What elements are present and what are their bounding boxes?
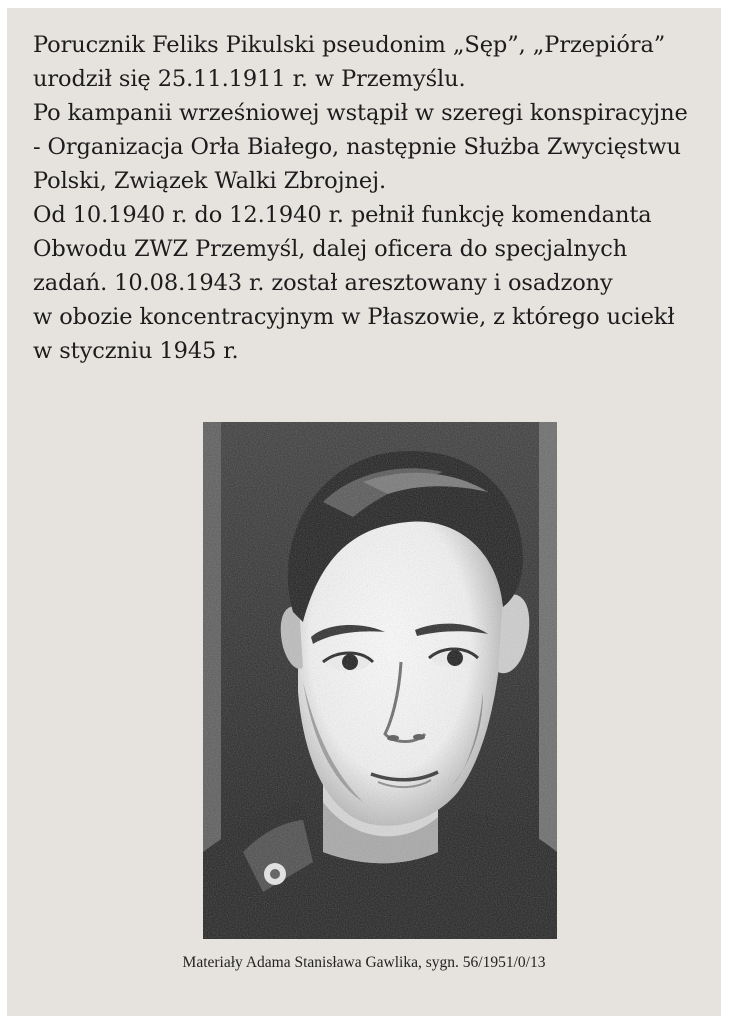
photo-caption: Materiały Adama Stanisława Gawlika, sygn. 56/1951/0/13 — [182, 954, 546, 971]
biography-line: w styczniu 1945 r. — [33, 338, 239, 364]
document-page — [7, 8, 721, 1016]
biography-line: Obwodu ZWZ Przemyśl, dalej oficera do specjalnych — [33, 236, 628, 262]
biography-line: Porucznik Feliks Pikulski pseudonim „Sęp”, „Przepióra” — [33, 32, 666, 58]
biography-line: Po kampanii wrześniowej wstąpił w szeregi konspiracyjne — [33, 100, 688, 126]
biography-text — [33, 28, 723, 368]
biography-line: - Organizacja Orła Białego, następnie Służba Zwycięstwu — [33, 134, 681, 160]
biography-line: Od 10.1940 r. do 12.1940 r. pełnił funkcję komendanta — [33, 202, 652, 228]
biography-line: Polski, Związek Walki Zbrojnej. — [33, 168, 387, 194]
portrait-photo — [203, 422, 557, 939]
portrait-image — [203, 422, 557, 939]
biography-line: w obozie koncentracyjnym w Płaszowie, z którego uciekł — [33, 304, 675, 330]
biography-line: zadań. 10.08.1943 r. został aresztowany i osadzony — [33, 270, 613, 296]
biography-line: urodził się 25.11.1911 r. w Przemyślu. — [33, 66, 466, 92]
